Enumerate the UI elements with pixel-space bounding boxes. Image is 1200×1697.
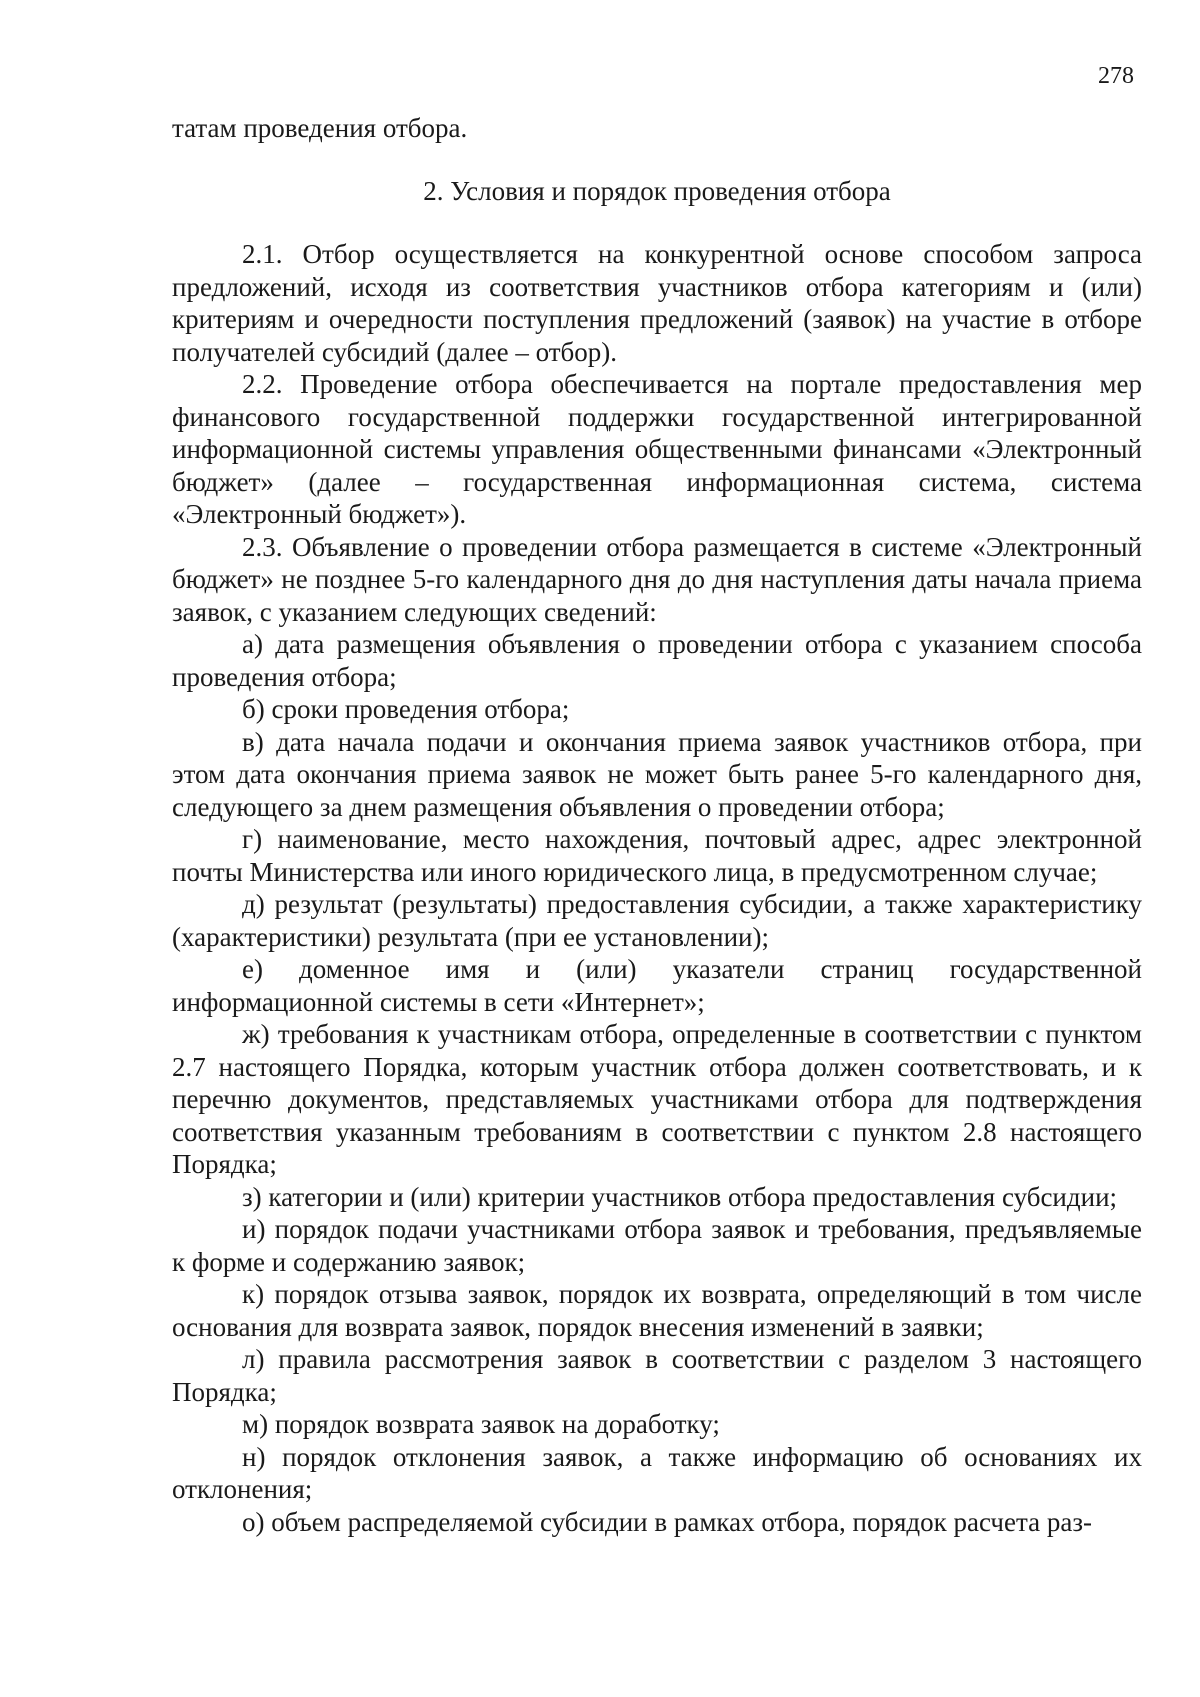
list-item-g: г) наименование, место нахождения, почтовый адрес, адрес электронной почты Министерства или иного юридического лица, в предусмотренном случае;: [172, 824, 1142, 887]
page-number: 278: [1098, 63, 1134, 89]
list-item-b: б) сроки проведения отбора;: [242, 694, 570, 724]
continued-text: татам проведения отбора.: [172, 113, 468, 143]
list-item-o: о) объем распределяемой субсидии в рамках отбора, порядок расчета раз-: [242, 1506, 1092, 1537]
list-item-k: к) порядок отзыва заявок, порядок их возврата, определяющий в том числе основания для возврата заявок, порядок внесения изменений в заявки;: [172, 1279, 1142, 1342]
paragraph-2-1: 2.1. Отбор осуществляется на конкурентной основе способом запроса предложений, исходя из соответствия участников отбора категориям и (или) критериям и очередности поступления предложений (заявок) на участие в отборе получателей субсидий (далее – отбор).: [172, 239, 1142, 367]
document-body: [172, 112, 1142, 1538]
list-item-z: з) категории и (или) критерии участников отбора предоставления субсидии;: [242, 1181, 1118, 1212]
list-item-m: м) порядок возврата заявок на доработку;: [242, 1409, 720, 1439]
list-item-d: д) результат (результаты) предоставления субсидии, а также характеристику (характеристики) результата (при ее установлении);: [172, 889, 1142, 952]
section-heading: 2. Условия и порядок проведения отбора: [423, 175, 891, 206]
list-item-e: е) доменное имя и (или) указатели страниц государственной информационной системы в сети «Интернет»;: [172, 954, 1142, 1017]
list-item-l: л) правила рассмотрения заявок в соответствии с разделом 3 настоящего Порядка;: [172, 1344, 1142, 1407]
list-item-i: и) порядок подачи участниками отбора заявок и требования, предъявляемые к форме и содержанию заявок;: [172, 1214, 1142, 1277]
list-item-v: в) дата начала подачи и окончания приема заявок участников отбора, при этом дата окончания приема заявок не может быть ранее 5-го календарного дня, следующего за днем размещения объявления о проведении отбора;: [172, 726, 1142, 822]
list-item-zh: ж) требования к участникам отбора, определенные в соответствии с пунктом 2.7 настоящего Порядка, которым участник отбора должен соответствовать, и к перечню документов, представляемых участниками отбора для подтверждения соответствия указанным требованиям в соответствии с пунктом 2.8 настоящего Порядка;: [172, 1019, 1142, 1179]
paragraph-2-3: 2.3. Объявление о проведении отбора размещается в системе «Электронный бюджет» не позднее 5-го календарного дня до дня наступления даты начала приема заявок, с указанием следующих сведений:: [172, 531, 1142, 627]
list-item-n: н) порядок отклонения заявок, а также информацию об основаниях их отклонения;: [172, 1441, 1142, 1504]
paragraph-2-2: 2.2. Проведение отбора обеспечивается на портале предоставления мер финансового государственной поддержки государственной интегрированной информационной системы управления общественными финансами «Электронный бюджет» (далее – государственная информационная система, система «Электронный бюджет»).: [172, 369, 1142, 529]
list-item-a: а) дата размещения объявления о проведении отбора с указанием способа проведения отбора;: [172, 629, 1142, 692]
